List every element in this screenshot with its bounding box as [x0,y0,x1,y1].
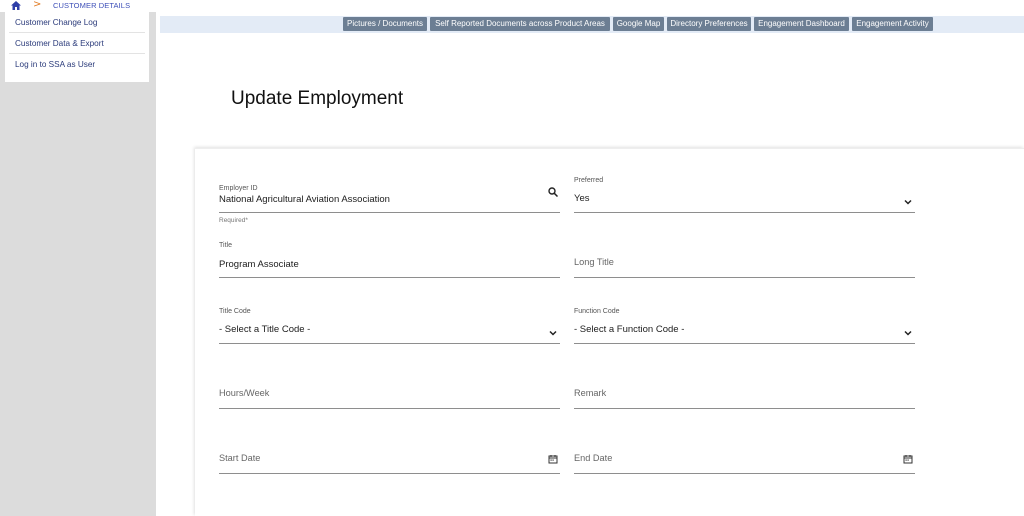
function-code-select[interactable] [574,306,915,344]
start-date-field[interactable] [219,436,560,474]
sidebar-item-customer-data-export[interactable]: Customer Data & Export [9,33,145,54]
breadcrumb [0,0,1024,12]
function-code-label: Function Code [574,308,620,315]
tab-directory-preferences[interactable]: Directory Preferences [667,17,751,31]
end-date-placeholder: End Date [574,453,613,463]
tab-pictures-documents[interactable]: Pictures / Documents [343,17,427,31]
tab-engagement-activity[interactable]: Engagement Activity [852,17,933,31]
start-date-placeholder: Start Date [219,453,261,463]
preferred-select[interactable] [574,175,915,213]
title-value: Program Associate [219,259,299,270]
title-label: Title [219,242,232,249]
page-title: Update Employment [231,88,404,109]
employment-form-card [195,148,1024,516]
title-code-value: - Select a Title Code - [219,324,311,335]
hours-week-placeholder: Hours/Week [219,388,270,398]
preferred-value: Yes [574,193,590,204]
remark-field[interactable] [574,371,915,409]
breadcrumb-separator: > [33,0,42,10]
tab-engagement-dashboard[interactable]: Engagement Dashboard [754,17,849,31]
tab-google-map[interactable]: Google Map [613,17,664,31]
tab-strip [160,16,1024,33]
sidebar-item-customer-change-log[interactable]: Customer Change Log [9,12,145,33]
home-icon[interactable] [11,1,21,10]
chevron-down-icon [903,197,913,207]
title-code-label: Title Code [219,308,251,315]
remark-placeholder: Remark [574,388,607,398]
search-icon[interactable] [548,187,558,197]
sidebar [0,12,156,516]
employer-id-helper: Required* [219,217,248,224]
title-field[interactable] [219,240,560,278]
title-code-select[interactable] [219,306,560,344]
calendar-icon[interactable] [548,454,558,464]
long-title-placeholder: Long Title [574,257,614,267]
preferred-label: Preferred [574,177,604,184]
sidebar-item-login-ssa[interactable]: Log in to SSA as User [15,60,96,69]
chevron-down-icon [548,328,558,338]
end-date-field[interactable] [574,436,915,474]
long-title-field[interactable] [574,240,915,278]
chevron-down-icon [903,328,913,338]
hours-week-field[interactable] [219,371,560,409]
tab-self-reported-documents[interactable]: Self Reported Documents across Product Areas [430,17,610,31]
employer-id-field[interactable] [219,183,560,213]
employer-id-label: Employer ID [219,185,258,192]
sidebar-menu [5,12,149,82]
breadcrumb-current[interactable]: CUSTOMER DETAILS [53,1,131,10]
calendar-icon[interactable] [903,454,913,464]
function-code-value: - Select a Function Code - [574,324,685,335]
employer-id-value: National Agricultural Aviation Association [219,194,390,205]
